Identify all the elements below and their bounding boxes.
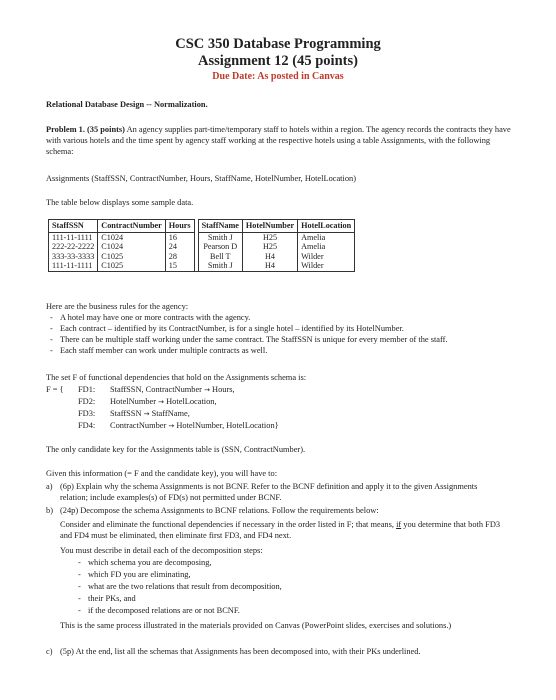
sample-data-table — [48, 219, 355, 272]
column-header: HotelNumber — [242, 220, 297, 233]
table-cell: C1024 — [98, 232, 165, 242]
table-cell: 111-11-1111 — [49, 232, 98, 242]
table-cell: Wilder — [298, 261, 355, 271]
problem-intro-text: An agency supplies part-time/temporary staff to hotels within a region. The agency records the contracts they have with various hotels and the time spent by agency staff working at the respective hotels using a table Assignments, with the following schema: — [46, 125, 511, 156]
right-arrow-icon: → — [158, 398, 165, 406]
rules-intro: Here are the business rules for the agency: — [46, 302, 189, 311]
dash-bullet-icon: - — [78, 570, 81, 579]
column-header: Hours — [165, 220, 194, 233]
table-cell: Wilder — [298, 252, 355, 262]
fd-set-prefix: F = { — [46, 385, 64, 394]
dash-bullet-icon: - — [78, 558, 81, 567]
table-cell: 24 — [165, 242, 194, 252]
table-cell: C1025 — [98, 261, 165, 271]
column-header: StaffName — [198, 220, 242, 233]
table-cell: Amelia — [298, 232, 355, 242]
dash-bullet-icon: - — [78, 606, 81, 615]
step-item: - if the decomposed relations are or not BCNF. — [78, 606, 240, 615]
table-cell: H25 — [242, 232, 297, 242]
table-cell: Smith J — [198, 232, 242, 242]
table-cell: C1024 — [98, 242, 165, 252]
table-cell: Amelia — [298, 242, 355, 252]
fd-3-label: FD3: — [78, 409, 96, 418]
fd-1-label: FD1: — [78, 385, 96, 394]
table-cell: 333-33-3333 — [49, 252, 98, 262]
step-item: - their PKs, and — [78, 594, 136, 603]
table-cell: Bell T — [198, 252, 242, 262]
task-a-text: (6p) Explain why the schema Assignments is not BCNF. Refer to the BCNF definition and apply it to the given Assignments relation; include examples(s) of FD(s) not permitted under BCNF. — [60, 482, 478, 502]
step-item: - what are the two relations that result from decomposition, — [78, 582, 282, 591]
table-cell: H4 — [242, 261, 297, 271]
column-header: HotelLocation — [298, 220, 355, 233]
assignment-title: Assignment 12 (45 points) — [198, 53, 358, 69]
fd-intro: The set F of functional dependencies that hold on the Assignments schema is: — [46, 373, 307, 382]
step-item: - which FD you are eliminating, — [78, 570, 191, 579]
table-row — [49, 252, 355, 262]
section-heading: Relational Database Design -- Normalization. — [46, 100, 208, 109]
table-row — [49, 232, 355, 242]
dash-bullet-icon: - — [78, 582, 81, 591]
fd-1: StaffSSN, ContractNumber → Hours, — [110, 385, 235, 394]
rule-item: - A hotel may have one or more contracts with the agency. — [50, 313, 251, 322]
schema-line: Assignments (StaffSSN, ContractNumber, Hours, StaffName, HotelNumber, HotelLocation) — [46, 174, 357, 183]
rule-item: - Each staff member can work under multiple contracts as well. — [50, 346, 268, 355]
table-cell: 15 — [165, 261, 194, 271]
dash-bullet-icon: - — [50, 313, 53, 322]
table-cell: 222-22-2222 — [49, 242, 98, 252]
fd-4-label: FD4: — [78, 421, 96, 430]
rule-item: - There can be multiple staff working under the same contract. The StaffSSN is unique for every member of the staff. — [50, 335, 448, 344]
fd-2: HotelNumber → HotelLocation, — [110, 397, 217, 406]
table-cell: 111-11-1111 — [49, 261, 98, 271]
column-header: ContractNumber — [98, 220, 165, 233]
fd-4: ContractNumber → HotelNumber, HotelLocation} — [110, 421, 279, 430]
dash-bullet-icon: - — [50, 335, 53, 344]
table-header-row — [49, 220, 355, 233]
task-b-describe: You must describe in detail each of the decomposition steps: — [60, 546, 263, 555]
table-cell: H25 — [242, 242, 297, 252]
due-date: Due Date: As posted in Canvas — [212, 71, 344, 82]
task-c-text: (5p) At the end, list all the schemas that Assignments has been decomposed into, with their PKs underlined. — [60, 647, 421, 656]
rule-item: - Each contract – identified by its ContractNumber, is for a single hotel – identified by its HotelNumber. — [50, 324, 404, 333]
right-arrow-icon: → — [168, 422, 175, 430]
task-b-consider: Consider and eliminate the functional dependencies if necessary in the order listed in F; that means, if you determine that both FD3 and FD4 must be eliminated, then eliminate first FD3, and FD4 next. — [60, 520, 501, 540]
fd-2-label: FD2: — [78, 397, 96, 406]
problem-intro — [46, 124, 516, 157]
dash-bullet-icon: - — [78, 594, 81, 603]
table-cell: 28 — [165, 252, 194, 262]
table-cell: Pearson D — [198, 242, 242, 252]
fd-3: StaffSSN → StaffName, — [110, 409, 190, 418]
step-item: - which schema you are decomposing, — [78, 558, 212, 567]
table-cell: H4 — [242, 252, 297, 262]
task-b-text: (24p) Decompose the schema Assignments to BCNF relations. Follow the requirements below: — [60, 506, 379, 515]
problem-label: Problem 1. (35 points) — [46, 125, 125, 134]
table-row — [49, 261, 355, 271]
course-title: CSC 350 Database Programming — [175, 36, 381, 52]
given-text: Given this information (= F and the candidate key), you will have to: — [46, 469, 278, 478]
candidate-key-text: The only candidate key for the Assignments table is (SSN, ContractNumber). — [46, 445, 306, 454]
right-arrow-icon: → — [143, 410, 150, 418]
task-a-label: a) — [46, 482, 53, 491]
right-arrow-icon: → — [204, 386, 210, 394]
table-intro: The table below displays some sample data. — [46, 198, 194, 207]
task-b-label: b) — [46, 506, 53, 515]
table-cell: 16 — [165, 232, 194, 242]
dash-bullet-icon: - — [50, 346, 53, 355]
task-b-same-process: This is the same process illustrated in the materials provided on Canvas (PowerPoint slides, exercises and solutions.) — [60, 621, 452, 630]
table-row — [49, 242, 355, 252]
table-cell: C1025 — [98, 252, 165, 262]
task-c-label: c) — [46, 647, 53, 656]
table-cell: Smith J — [198, 261, 242, 271]
dash-bullet-icon: - — [50, 324, 53, 333]
column-header: StaffSSN — [49, 220, 98, 233]
